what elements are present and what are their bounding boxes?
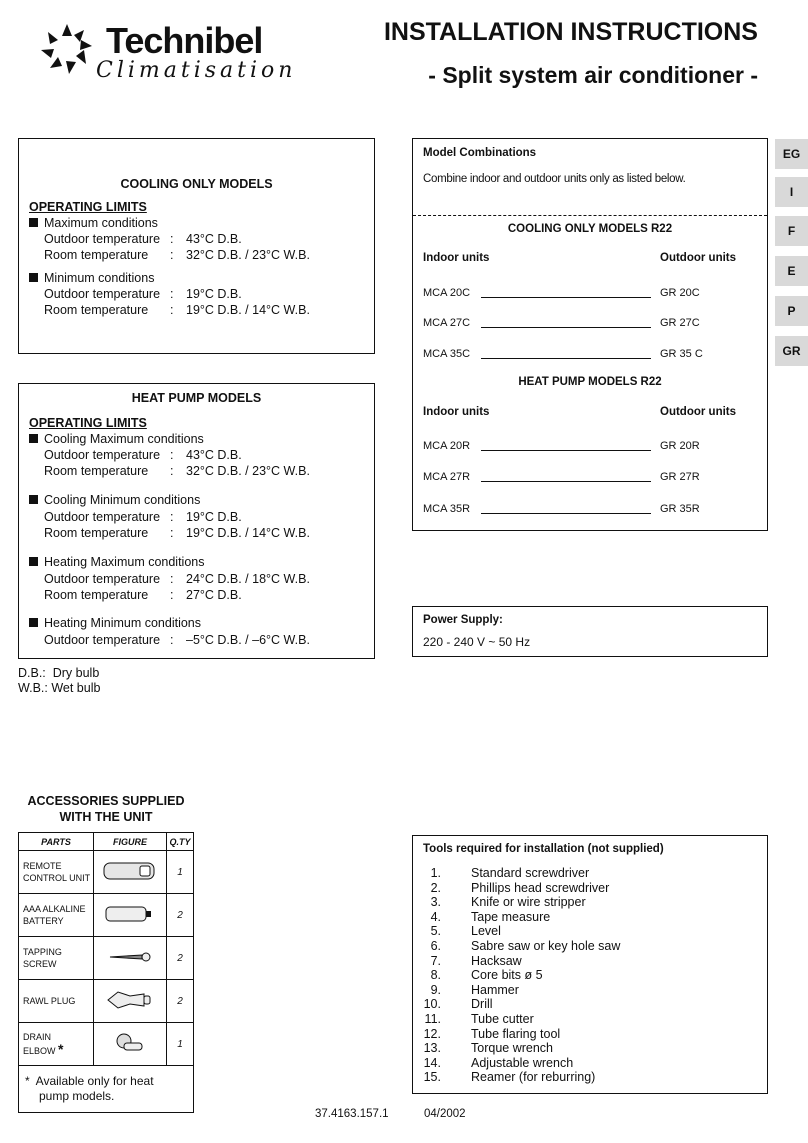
tool-number: 13. <box>423 1041 441 1056</box>
accessories-title-2: WITH THE UNIT <box>59 810 153 824</box>
tools-box <box>412 835 768 1094</box>
heat-outdoor-label: Outdoor units <box>660 406 737 418</box>
tool-name: Standard screwdriver <box>471 866 590 880</box>
tab-gr[interactable]: GR <box>775 336 808 366</box>
cooling-indoor-label: Indoor units <box>423 252 490 264</box>
power-supply-box <box>412 606 768 657</box>
accessories-header-row <box>19 833 194 851</box>
tool-name: Drill <box>471 997 493 1012</box>
heat-group-1-label: Cooling Minimum conditions <box>29 493 200 507</box>
col-figure: FIGURE <box>94 833 167 851</box>
cooling-group-1-label: Minimum conditions <box>29 271 154 285</box>
heat-model-row: MCA 20R GR 20R <box>423 440 700 452</box>
heat-group-0-label: Cooling Maximum conditions <box>29 432 204 446</box>
logo-mark-icon <box>36 20 98 78</box>
accessories-title-1: ACCESSORIES SUPPLIED <box>27 794 185 808</box>
drain-elbow-icon <box>100 1029 160 1057</box>
page-subtitle: - Split system air conditioner - <box>428 62 758 88</box>
tool-name: Tube cutter <box>471 1012 534 1026</box>
table-row: RAWL PLUG 2 <box>19 980 194 1023</box>
tool-number: 12. <box>423 1026 441 1041</box>
models-title: Model Combinations <box>423 147 537 159</box>
model-combinations-box <box>412 138 768 531</box>
table-row: REMOTE CONTROL UNIT 1 <box>19 851 194 894</box>
tool-number: 5. <box>430 924 441 939</box>
tool-number: 6. <box>430 939 441 953</box>
cooling-models-heading: COOLING ONLY MODELS R22 <box>507 223 673 235</box>
table-row: AAA ALKALINE BATTERY 2 <box>19 894 194 937</box>
tool-number: 8. <box>430 968 441 983</box>
accessories-table <box>18 832 194 1113</box>
table-row: TAPPING SCREW 2 <box>19 937 194 980</box>
tab-eg[interactable]: EG <box>775 139 808 169</box>
accessories-footnote-row <box>19 1066 194 1113</box>
logo <box>36 20 306 82</box>
heat-indoor-label: Indoor units <box>423 406 490 418</box>
tab-e[interactable]: E <box>775 256 808 286</box>
footnote-line-1: * Available only for heat <box>25 1074 154 1088</box>
power-value: 220 - 240 V ~ 50 Hz <box>423 635 531 649</box>
heat-group-3-label: Heating Minimum conditions <box>29 616 201 630</box>
tool-name: Tape measure <box>471 909 551 924</box>
power-title: Power Supply: <box>423 614 503 626</box>
tool-name: Torque wrench <box>471 1041 553 1056</box>
heat-models-heading: HEAT PUMP MODELS R22 <box>518 376 662 388</box>
tool-name: Knife or wire stripper <box>471 895 586 910</box>
cooling-model-row: MCA 27C GR 27C <box>423 317 700 329</box>
tool-number: 10. <box>423 997 441 1012</box>
rawl-plug-icon <box>100 986 160 1014</box>
legend-dry-bulb: D.B.: Dry bulb <box>18 666 100 680</box>
tool-number: 3. <box>430 895 441 910</box>
battery-icon <box>100 900 160 928</box>
footnote-line-2: pump models. <box>39 1089 115 1103</box>
tool-number: 15. <box>423 1070 441 1085</box>
tool-name: Core bits ø 5 <box>471 968 543 983</box>
tool-number: 14. <box>423 1055 441 1070</box>
col-qty: Q.TY <box>167 833 194 851</box>
heat-limits-title: OPERATING LIMITS <box>29 416 147 430</box>
screw-icon <box>100 943 160 971</box>
legend-wet-bulb: W.B.: Wet bulb <box>18 681 101 695</box>
tool-name: Tube flaring tool <box>471 1026 561 1041</box>
cooling-outdoor-label: Outdoor units <box>660 252 737 264</box>
remote-control-icon <box>100 857 160 885</box>
tool-name: Phillips head screwdriver <box>471 880 610 895</box>
tool-name: Hacksaw <box>471 953 522 968</box>
dashed-divider <box>413 215 767 216</box>
cooling-heading: COOLING ONLY MODELS <box>120 177 273 191</box>
tab-p[interactable]: P <box>775 296 808 326</box>
tools-title: Tools required for installation (not supplied) <box>423 843 664 855</box>
cooling-group-0-label: Maximum conditions <box>29 216 158 230</box>
cooling-model-row: MCA 20C GR 20C <box>423 287 700 299</box>
heat-model-row: MCA 27R GR 27R <box>423 471 700 483</box>
tool-name: Adjustable wrench <box>471 1055 574 1070</box>
heat-group-2-label: Heating Maximum conditions <box>29 555 205 569</box>
tab-f[interactable]: F <box>775 216 808 246</box>
heat-pump-box: HEAT PUMP MODELS OPERATING LIMITS Cooling Maximum conditions Outdoor temperature : 43°C D.B. Room temperature : 32°C D.B. / 23°C W.B. Cooling Minimum conditions Outdoor temperature : 19°C D.B. Room temperature : 19°C D.B. / 14°C W.B. Heating Maximum conditions Outdoor temperature : 24°C D.B. / 18°C W.B. Room temperature : 27°C D.B. Heating Minimum conditions Outdoor temperature : –5°C D.B. / –6°C W.B. <box>18 383 375 659</box>
tool-number: 7. <box>430 953 441 968</box>
tab-i[interactable]: I <box>775 177 808 207</box>
heat-heading: HEAT PUMP MODELS <box>131 391 262 405</box>
brand-subtitle: Climatisation <box>96 58 297 83</box>
tool-number: 9. <box>430 982 441 997</box>
cooling-model-row: MCA 35C GR 35 C <box>423 348 703 360</box>
tool-number: 4. <box>430 909 441 924</box>
tool-number: 1. <box>430 866 441 880</box>
tool-name: Reamer (for reburring) <box>471 1070 596 1085</box>
tool-name: Sabre saw or key hole saw <box>471 939 621 953</box>
tool-number: 2. <box>430 880 441 895</box>
tool-name: Level <box>471 924 501 939</box>
table-row: DRAIN ELBOW * 1 <box>19 1023 194 1066</box>
cooling-only-box: COOLING ONLY MODELS OPERATING LIMITS Maximum conditions Outdoor temperature : 43°C D.B. Room temperature : 32°C D.B. / 23°C W.B. Minimum conditions Outdoor temperature : 19°C D.B. Room temperature : 19°C D.B. / 14°C W.B. <box>18 138 375 354</box>
tool-name: Hammer <box>471 982 519 997</box>
heat-model-row: MCA 35R GR 35R <box>423 503 700 515</box>
footer-code: 37.4163.157.1 <box>315 1108 389 1120</box>
cooling-limits-title: OPERATING LIMITS <box>29 200 147 214</box>
col-parts: PARTS <box>19 833 94 851</box>
brand-name: Technibel <box>106 20 263 61</box>
page-title: INSTALLATION INSTRUCTIONS <box>383 18 758 46</box>
footer-date: 04/2002 <box>424 1108 466 1120</box>
models-note: Combine indoor and outdoor units only as listed below. <box>423 173 686 185</box>
tool-number: 11. <box>424 1012 441 1026</box>
